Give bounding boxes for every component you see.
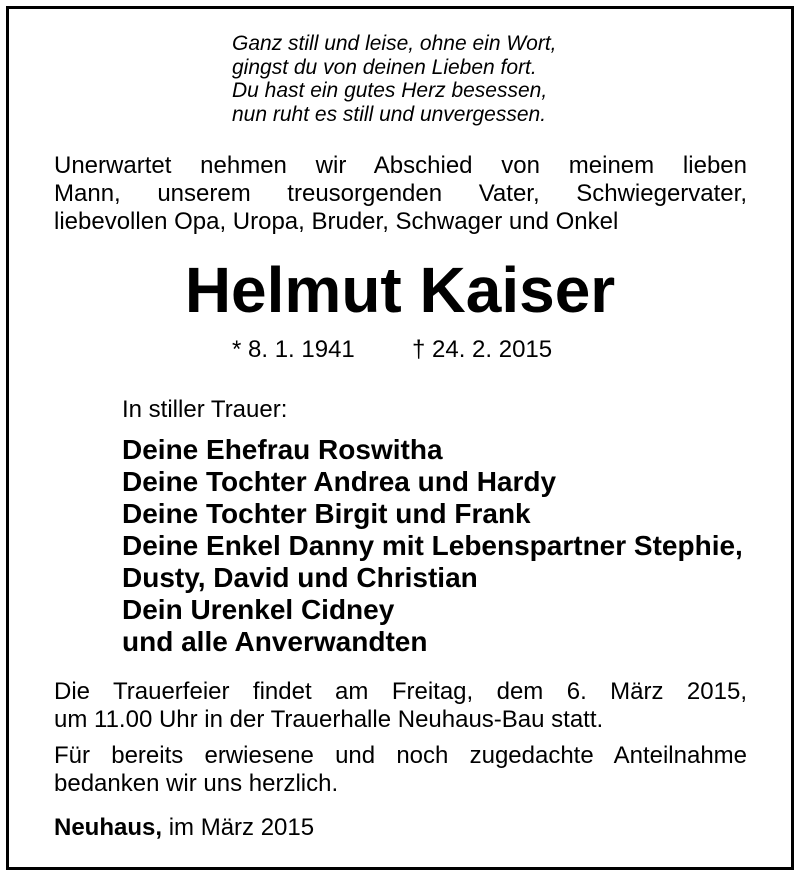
poem-line: Ganz still und leise, ohne ein Wort, (232, 32, 557, 55)
deceased-name: Helmut Kaiser (184, 254, 616, 326)
thanks-note (54, 742, 747, 798)
mourner-line: Dein Urenkel Cidney (122, 594, 395, 625)
intro-line: Unerwartet nehmen wir Abschied von meinem lieben (54, 152, 747, 179)
mourner-line: Dusty, David und Christian (122, 562, 478, 593)
birth-date: * 8. 1. 1941 (232, 336, 355, 363)
service-line: um 11.00 Uhr in der Trauerhalle Neuhaus-Bau statt. (54, 706, 604, 733)
mourner-line: Deine Tochter Birgit und Frank (122, 498, 531, 529)
poem-line: nun ruht es still und unvergessen. (232, 102, 547, 126)
mourner-line: Deine Enkel Danny mit Lebenspartner Stephie, (122, 530, 743, 561)
mourner-line: und alle Anverwandten (122, 626, 428, 657)
mourner-line: Deine Tochter Andrea und Hardy (122, 466, 557, 497)
closing-place: Neuhaus, (54, 814, 163, 841)
poem-line: Du hast ein gutes Herz besessen, (232, 79, 548, 102)
closing-date: im März 2015 (168, 814, 315, 841)
mourning-label: In stiller Trauer: (122, 396, 288, 423)
memorial-poem (232, 32, 557, 126)
intro-line: Mann, unserem treusorgenden Vater, Schwiegervater, (54, 180, 747, 207)
thanks-line: Für bereits erwiesene und noch zugedachte Anteilnahme (54, 742, 747, 769)
mourners-list (122, 434, 743, 658)
poem-line: gingst du von deinen Lieben fort. (232, 55, 537, 79)
mourner-line: Deine Ehefrau Roswitha (122, 434, 443, 465)
intro-line: liebevollen Opa, Uropa, Bruder, Schwager und Onkel (54, 208, 619, 235)
death-date: † 24. 2. 2015 (412, 336, 553, 363)
thanks-line: bedanken wir uns herzlich. (54, 770, 339, 797)
service-line: Die Trauerfeier findet am Freitag, dem 6. März 2015, (54, 678, 747, 705)
farewell-intro (54, 152, 747, 236)
funeral-service-info (54, 678, 747, 734)
closing-place-date (54, 814, 314, 842)
